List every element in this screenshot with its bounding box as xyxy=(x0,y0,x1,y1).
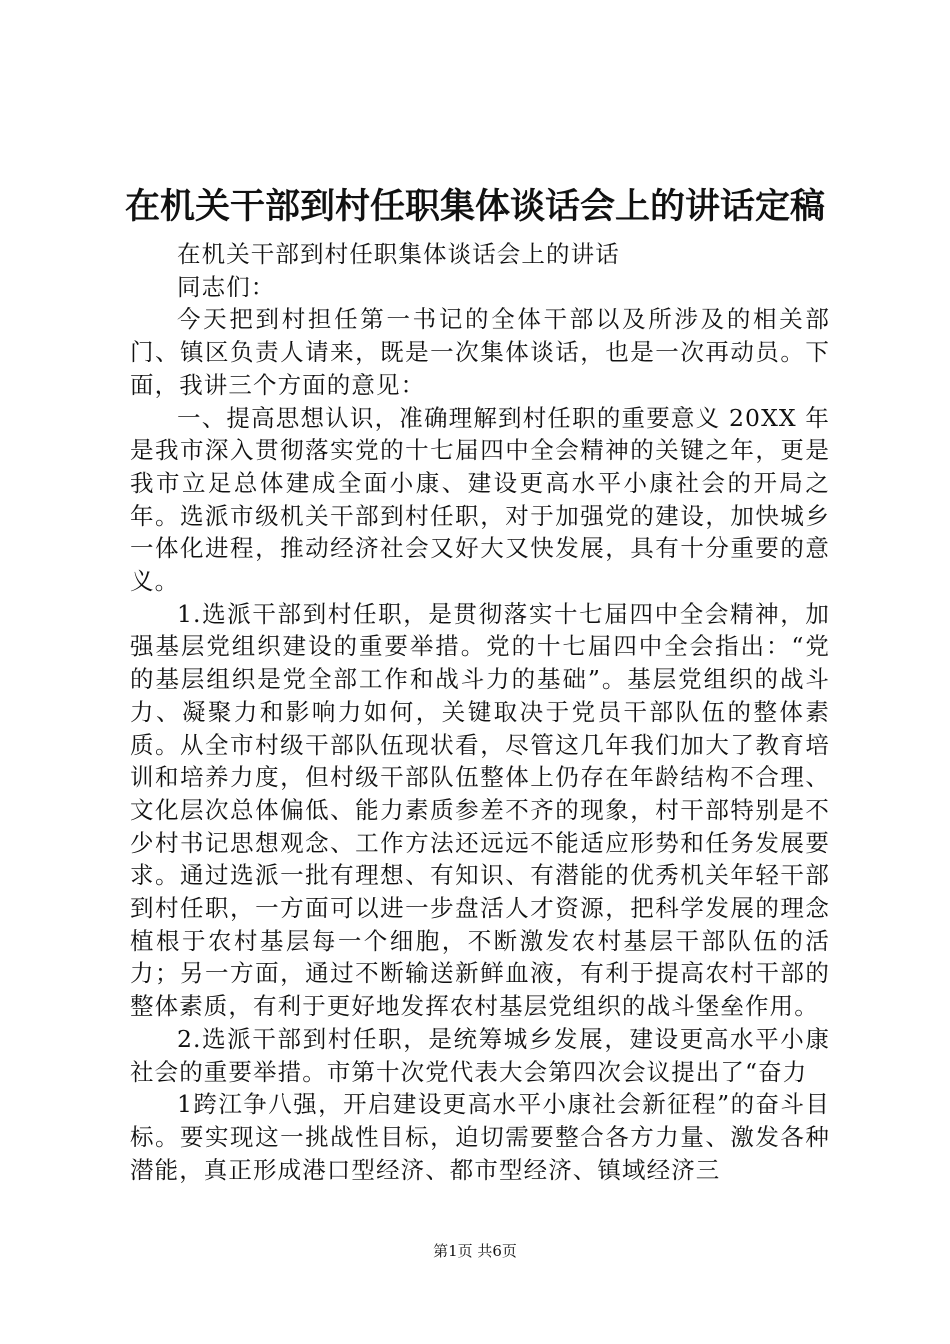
page-number-footer: 第1页 共6页 xyxy=(433,1242,517,1260)
body-paragraph: 一、提高思想认识，准确理解到村任职的重要意义 20XX 年是我市深入贯彻落实党的十七届四中全会精神的关键之年，更是我市立足总体建成全面小康、建设更高水平小康社会的开局之年。选派市级机关干部到村任职，对于加强党的建设，加快城乡一体化进程，推动经济社会又好大又快发展，具有十分重要的意义。 xyxy=(130,403,830,596)
document-body xyxy=(130,238,830,1186)
salutation: 同志们： xyxy=(177,272,276,301)
document-title: 在机关干部到村任职集体谈话会上的讲话定稿 xyxy=(124,186,825,227)
body-paragraph: 今天把到村担任第一书记的全体干部以及所涉及的相关部门、镇区负责人请来，既是一次集体谈话，也是一次再动员。下面，我讲三个方面的意见： xyxy=(130,305,830,399)
body-paragraph: 1跨江争八强，开启建设更高水平小康社会新征程”的奋斗目标。要实现这一挑战性目标，迫切需要整合各方力量、激发各种潜能，真正形成港口型经济、都市型经济、镇域经济三 xyxy=(130,1090,830,1184)
body-paragraph: 2.选派干部到村任职，是统筹城乡发展，建设更高水平小康社会的重要举措。市第十次党代表大会第四次会议提出了“奋力 xyxy=(130,1024,830,1086)
body-paragraph: 1.选派干部到村任职，是贯彻落实十七届四中全会精神，加强基层党组织建设的重要举措。党的十七届四中全会指出：“党的基层组织是党全部工作和战斗力的基础”。基层党组织的战斗力、凝聚力和影响力如何，关键取决于党员干部队伍的整体素质。从全市村级干部队伍现状看，尽管这几年我们加大了教育培训和培养力度，但村级干部队伍整体上仍存在年龄结构不合理、文化层次总体偏低、能力素质参差不齐的现象，村干部特别是不少村书记思想观念、工作方法还远远不能适应形势和任务发展要求。通过选派一批有理想、有知识、有潜能的优秀机关年轻干部到村任职，一方面可以进一步盘活人才资源，把科学发展的理念植根于农村基层每一个细胞，不断激发农村基层干部队伍的活力；另一方面，通过不断输送新鲜血液，有利于提高农村干部的整体素质，有利于更好地发挥农村基层党组织的战斗堡垒作用。 xyxy=(130,599,830,1021)
speech-subtitle: 在机关干部到村任职集体谈话会上的讲话 xyxy=(177,240,620,268)
